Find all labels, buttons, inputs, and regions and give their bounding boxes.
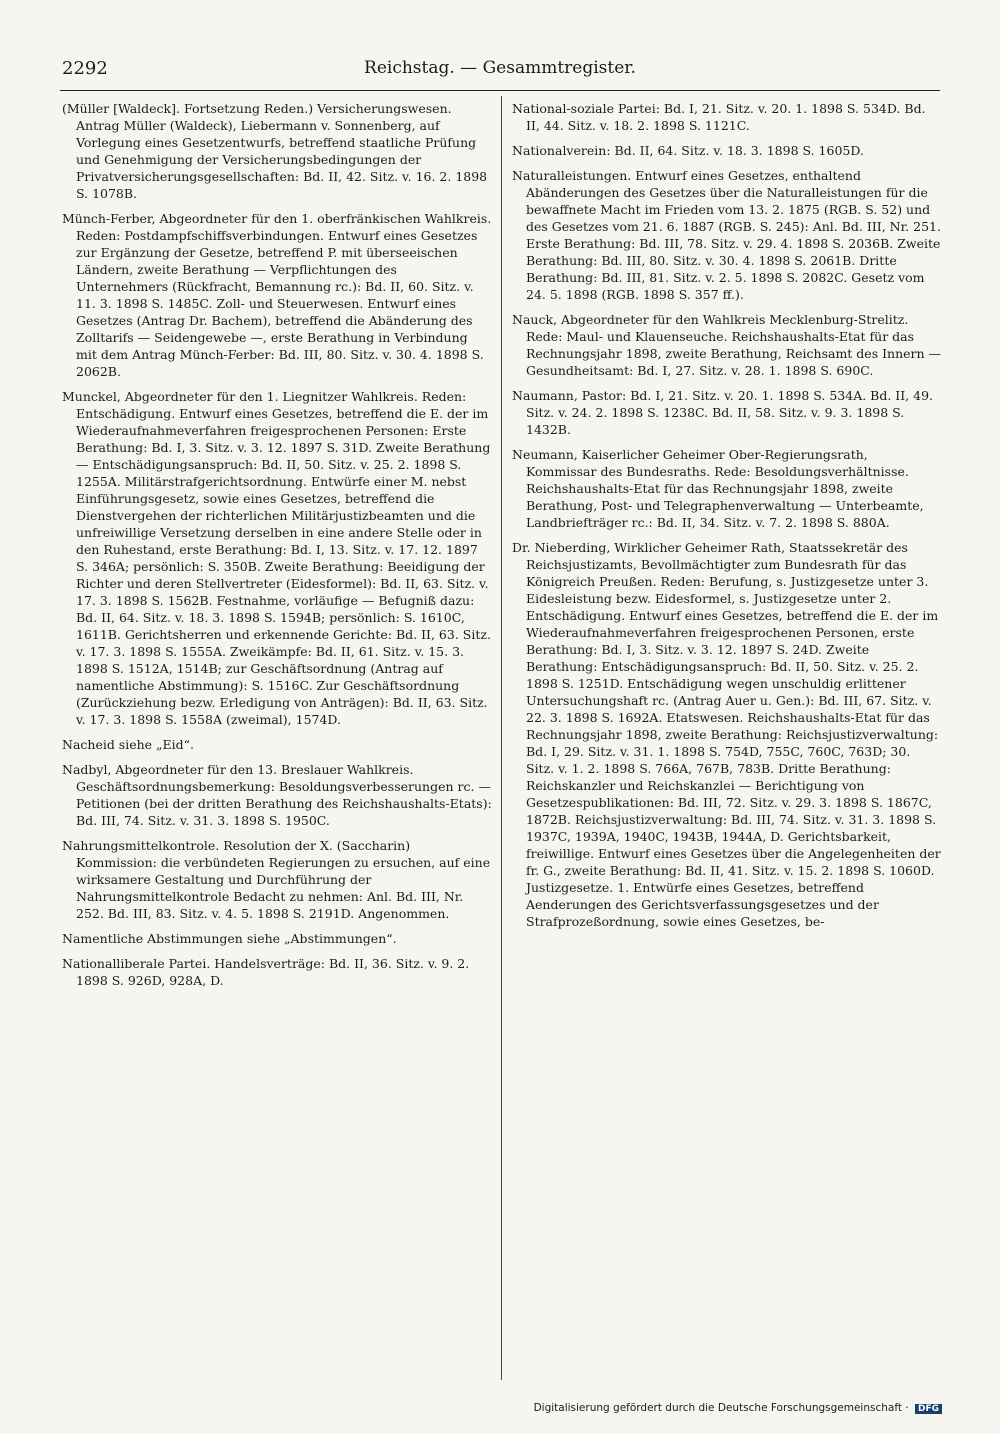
left-column	[62, 100, 492, 997]
index-entry: Dr. Nieberding, Wirklicher Geheimer Rath, Staatssekretär des Reichsjustizamts, Bevollmächtigter zum Bundesrath für das Königreich Preußen. Reden: Berufung, s. Justizgesetze unter 3. Eidesleistung bezw. Eidesformel, s. Justizgesetze unter 2. Entschädigung. Entwurf eines Gesetzes, betreffend die E. der im Wiederaufnahmeverfahren freigesprochenen Personen, erste Berathung: Bd. I, 3. Sitz. v. 3. 12. 1897 S. 24D. Zweite Berathung: Entschädigungsanspruch: Bd. II, 50. Sitz. v. 25. 2. 1898 S. 1251D. Entschädigung wegen unschuldig erlittener Untersuchungshaft rc. (Antrag Auer u. Gen.): Bd. III, 67. Sitz. v. 22. 3. 1898 S. 1692A. Etatswesen. Reichshaushalts-Etat für das Rechnungsjahr 1898, zweite Berathung: Reichsjustizverwaltung: Bd. I, 29. Sitz. v. 31. 1. 1898 S. 754D, 755C, 760C, 763D; 30. Sitz. v. 1. 2. 1898 S. 766A, 767B, 783B. Dritte Berathung: Reichskanzler und Reichskanzlei — Berichtigung von Gesetzespublikationen: Bd. III, 72. Sitz. v. 29. 3. 1898 S. 1867C, 1872B. Reichsjustizverwaltung: Bd. III, 74. Sitz. v. 31. 3. 1898 S. 1937C, 1939A, 1940C, 1943B, 1944A, D. Gerichtsbarkeit, freiwillige. Entwurf eines Gesetzes über die Angelegenheiten der fr. G., zweite Berathung: Bd. II, 41. Sitz. v. 15. 2. 1898 S. 1060D. Justizgesetze. 1. Entwürfe eines Gesetzes, betreffend Aenderungen des Gerichtsverfassungsgesetzes und der Strafprozeßordnung, sowie eines Gesetzes, be-	[512, 540, 941, 929]
footer-text: Digitalisierung gefördert durch die Deutsche Forschungsgemeinschaft ·	[533, 1402, 909, 1414]
index-entry: Neumann, Kaiserlicher Geheimer Ober-Regierungsrath, Kommissar des Bundesraths. Rede: Besoldungsverhältnisse. Reichshaushalts-Etat für das Rechnungsjahr 1898, zweite Berathung, Post- und Telegraphenverwaltung — Unterbeamte, Landbriefträger rc.: Bd. II, 34. Sitz. v. 7. 2. 1898 S. 880A.	[512, 447, 924, 530]
index-entry: Nationalverein: Bd. II, 64. Sitz. v. 18. 3. 1898 S. 1605D.	[512, 143, 864, 158]
index-entry: (Müller [Waldeck]. Fortsetzung Reden.) Versicherungswesen. Antrag Müller (Waldeck), Liebermann v. Sonnenberg, auf Vorlegung eines Gesetzentwurfs, betreffend staatliche Prüfung und Genehmigung der Versicherungsbedingungen der Privatversicherungsgesellschaften: Bd. II, 42. Sitz. v. 16. 2. 1898 S. 1078B.	[62, 101, 488, 201]
index-entry: Munckel, Abgeordneter für den 1. Liegnitzer Wahlkreis. Reden: Entschädigung. Entwurf eines Gesetzes, betreffend die E. der im Wiederaufnahmeverfahren freigesprochenen Personen: Erste Berathung: Bd. I, 3. Sitz. v. 3. 12. 1897 S. 31D. Zweite Berathung — Entschädigungsanspruch: Bd. II, 50. Sitz. v. 25. 2. 1898 S. 1255A. Militärstrafgerichtsordnung. Entwürfe einer M. nebst Einführungsgesetz, sowie eines Gesetzes, betreffend die Dienstvergehen der richterlichen Militärjustizbeamten und die unfreiwillige Versetzung derselben in eine andere Stelle oder in den Ruhestand, erste Berathung: Bd. I, 13. Sitz. v. 17. 12. 1897 S. 346A; persönlich: S. 350B. Zweite Berathung: Beeidigung der Richter und deren Stellvertreter (Eidesformel): Bd. II, 63. Sitz. v. 17. 3. 1898 S. 1562B. Festnahme, vorläufige — Befugniß dazu: Bd. II, 64. Sitz. v. 18. 3. 1898 S. 1594B; persönlich: S. 1610C, 1611B. Gerichtsherren und erkennende Gerichte: Bd. II, 63. Sitz. v. 17. 3. 1898 S. 1555A. Zweikämpfe: Bd. II, 61. Sitz. v. 15. 3. 1898 S. 1512A, 1514B; zur Geschäftsordnung (Antrag auf namentliche Abstimmung): S. 1516C. Zur Geschäftsordnung (Zurückziehung bezw. Erledigung von Anträgen): Bd. II, 63. Sitz. v. 17. 3. 1898 S. 1558A (zweimal), 1574D.	[62, 389, 491, 727]
index-entry: Naumann, Pastor: Bd. I, 21. Sitz. v. 20. 1. 1898 S. 534A. Bd. II, 49. Sitz. v. 24. 2. 1898 S. 1238C. Bd. II, 58. Sitz. v. 9. 3. 1898 S. 1432B.	[512, 388, 934, 437]
header-rule	[60, 90, 940, 91]
index-entry: Namentliche Abstimmungen siehe „Abstimmungen“.	[62, 931, 397, 946]
index-entry: Nationalliberale Partei. Handelsverträge: Bd. II, 36. Sitz. v. 9. 2. 1898 S. 926D, 928A, D.	[62, 956, 470, 988]
column-divider	[501, 96, 502, 1380]
page-number: 2292	[62, 58, 108, 79]
index-entry: Nadbyl, Abgeordneter für den 13. Breslauer Wahlkreis. Geschäftsordnungsbemerkung: Besoldungsverbesserungen rc. — Petitionen (bei der dritten Berathung des Reichshaushalts-Etats): Bd. III, 74. Sitz. v. 31. 3. 1898 S. 1950C.	[62, 762, 492, 828]
index-entry: National-soziale Partei: Bd. I, 21. Sitz. v. 20. 1. 1898 S. 534D. Bd. II, 44. Sitz. v. 18. 2. 1898 S. 1121C.	[512, 101, 926, 133]
index-entry: Nacheid siehe „Eid“.	[62, 737, 195, 752]
digitization-footer	[534, 1402, 942, 1414]
index-entry: Naturalleistungen. Entwurf eines Gesetzes, enthaltend Abänderungen des Gesetzes über die Naturalleistungen für die bewaffnete Macht im Frieden vom 13. 2. 1875 (RGB. S. 52) und des Gesetzes vom 21. 6. 1887 (RGB. S. 245): Anl. Bd. III, Nr. 251. Erste Berathung: Bd. III, 78. Sitz. v. 29. 4. 1898 S. 2036B. Zweite Berathung: Bd. III, 80. Sitz. v. 30. 4. 1898 S. 2061B. Dritte Berathung: Bd. III, 81. Sitz. v. 2. 5. 1898 S. 2082C. Gesetz vom 24. 5. 1898 (RGB. 1898 S. 357 ff.).	[512, 168, 941, 302]
running-title: Reichstag. — Gesammtregister.	[364, 58, 636, 78]
right-column	[512, 100, 942, 938]
dfg-logo: DFG	[915, 1404, 942, 1414]
index-entry: Nauck, Abgeordneter für den Wahlkreis Mecklenburg-Strelitz. Rede: Maul- und Klauenseuche. Reichshaushalts-Etat für das Rechnungsjahr 1898, zweite Berathung, Reichsamt des Innern — Gesundheitsamt: Bd. I, 27. Sitz. v. 28. 1. 1898 S. 690C.	[512, 312, 942, 378]
index-entry: Nahrungsmittelkontrole. Resolution der X. (Saccharin) Kommission: die verbündeten Regierungen zu ersuchen, auf eine wirksamere Gestaltung und Durchführung der Nahrungsmittelkontrole Bedacht zu nehmen: Anl. Bd. III, Nr. 252. Bd. III, 83. Sitz. v. 4. 5. 1898 S. 2191D. Angenommen.	[62, 838, 491, 921]
index-entry: Münch-Ferber, Abgeordneter für den 1. oberfränkischen Wahlkreis. Reden: Postdampfschiffsverbindungen. Entwurf eines Gesetzes zur Ergänzung der Gesetze, betreffend P. mit überseeischen Ländern, zweite Berathung — Verpflichtungen des Unternehmers (Rückfracht, Bemannung rc.): Bd. II, 60. Sitz. v. 11. 3. 1898 S. 1485C. Zoll- und Steuerwesen. Entwurf eines Gesetzes (Antrag Dr. Bachem), betreffend die Abänderung des Zolltarifs — Seidengewebe —, erste Berathung in Verbindung mit dem Antrag Münch-Ferber: Bd. III, 80. Sitz. v. 30. 4. 1898 S. 2062B.	[62, 211, 492, 379]
